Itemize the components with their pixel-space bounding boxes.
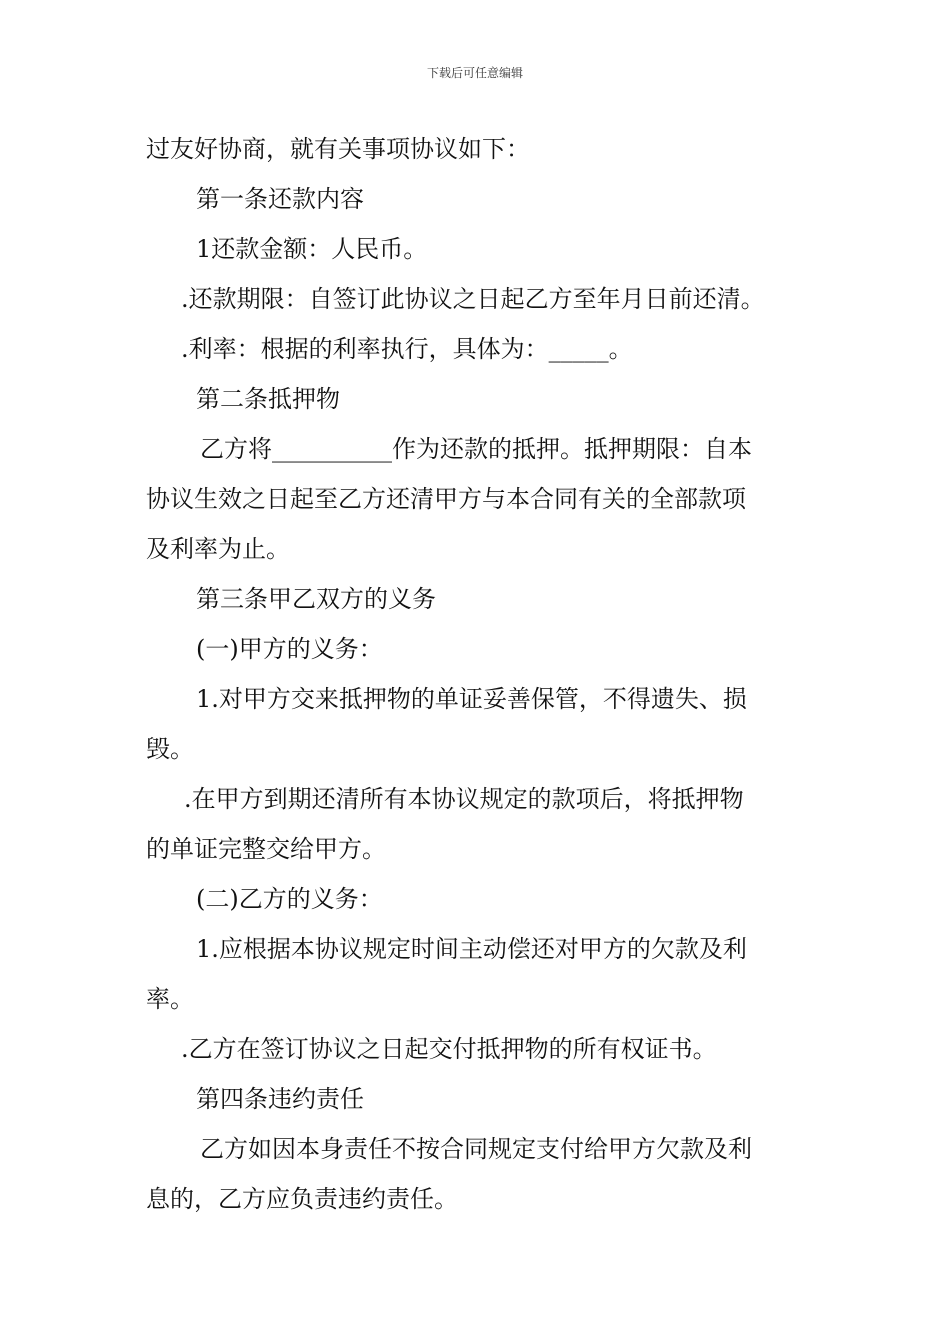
article-1-heading: 第一条还款内容 xyxy=(196,185,364,213)
party-b-duty-1-line-2: 率。 xyxy=(146,985,194,1013)
page-header-note: 下载后可任意编辑 xyxy=(426,66,523,80)
document-body xyxy=(146,124,808,1224)
paragraph-intro: 过友好协商，就有关事项协议如下： xyxy=(146,135,530,163)
party-b-duty-1-line-1: 1.应根据本协议规定时间主动偿还对甲方的欠款及利 xyxy=(196,935,747,963)
party-b-duties-heading: (二)乙方的义务： xyxy=(196,885,383,913)
article-2-text-line-1: 乙方将__________作为还款的抵押。抵押期限：自本 xyxy=(200,435,752,463)
article-3-heading: 第三条甲乙双方的义务 xyxy=(196,585,436,613)
party-a-duties-heading: (一)甲方的义务： xyxy=(196,635,383,663)
party-a-duty-1-line-2: 毁。 xyxy=(146,735,194,763)
party-a-duty-1-line-1: 1.对甲方交来抵押物的单证妥善保管，不得遗失、损 xyxy=(196,685,747,713)
party-a-duty-2-line-1: .在甲方到期还清所有本协议规定的款项后，将抵押物 xyxy=(184,785,744,813)
party-b-duty-2: .乙方在签订协议之日起交付抵押物的所有权证书。 xyxy=(181,1035,717,1063)
article-2-heading: 第二条抵押物 xyxy=(196,385,340,413)
article-2-text-line-3: 及利率为止。 xyxy=(146,535,290,563)
article-4-text-line-2: 息的，乙方应负责违约责任。 xyxy=(146,1185,458,1213)
article-4-text-line-1: 乙方如因本身责任不按合同规定支付给甲方欠款及利 xyxy=(200,1135,752,1163)
article-1-item-amount: 1还款金额：人民币。 xyxy=(196,235,428,263)
article-2-text-line-2: 协议生效之日起至乙方还清甲方与本合同有关的全部款项 xyxy=(146,485,746,513)
article-1-item-rate: .利率：根据的利率执行，具体为：_____。 xyxy=(181,335,633,363)
party-a-duty-2-line-2: 的单证完整交给甲方。 xyxy=(146,835,386,863)
article-1-item-term: .还款期限：自签订此协议之日起乙方至年月日前还清。 xyxy=(181,285,765,313)
article-4-heading: 第四条违约责任 xyxy=(196,1085,364,1113)
